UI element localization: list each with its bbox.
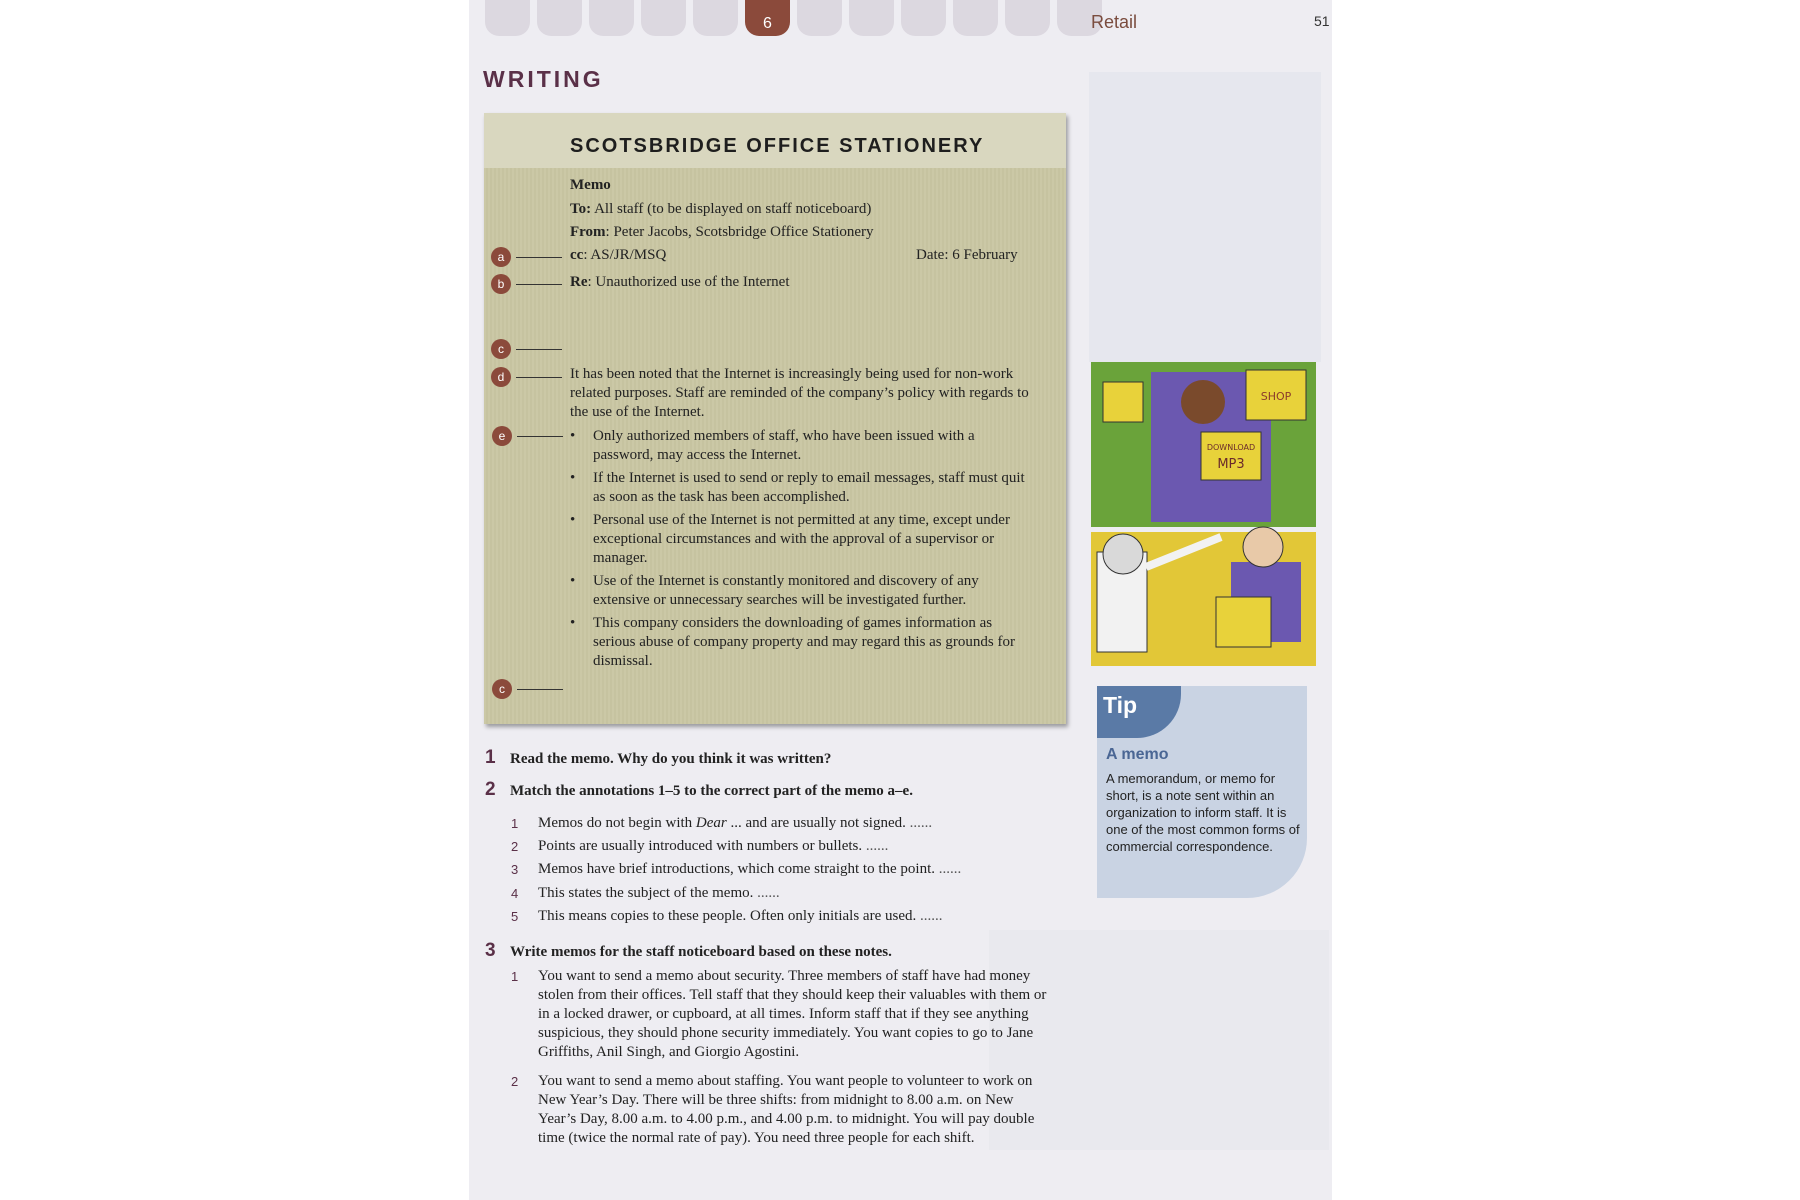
memo-cc-label: cc — [570, 247, 584, 263]
item-number: 4 — [511, 886, 519, 901]
section-title: WRITING — [483, 66, 604, 92]
q2-item — [511, 884, 1049, 903]
memo-re-value: : Unauthorized use of the Internet — [587, 274, 790, 290]
answer-blank: ...... — [920, 908, 943, 924]
item-number: 2 — [511, 839, 519, 854]
annotation-line — [516, 377, 562, 378]
chapter-tab — [485, 0, 530, 36]
item-text-emphasis: Dear — [695, 815, 727, 831]
annotation-marker — [491, 274, 562, 294]
internet-misuse-illustration — [1091, 362, 1316, 666]
memo-type — [570, 177, 611, 194]
chapter-tab — [589, 0, 634, 36]
q3-item — [511, 967, 1049, 1062]
answer-blank: ...... — [757, 885, 780, 901]
memo-to-label: To: — [570, 201, 592, 217]
item-number: 2 — [511, 1074, 519, 1089]
item-number: 3 — [511, 862, 519, 877]
illustration-game-screen — [1216, 597, 1271, 647]
q2-item — [511, 814, 1049, 833]
memo-bullet: • Use of the Internet is constantly monitored and discovery of any extensive or unnecessary searches will be investigated further. — [570, 572, 1030, 610]
item-text: This means copies to these people. Often only initials are used. — [538, 908, 917, 924]
memo-cc-value: : AS/JR/MSQ — [583, 247, 667, 263]
answer-blank: ...... — [909, 815, 933, 831]
q2-item — [511, 837, 1049, 856]
answer-blank: ...... — [865, 838, 889, 854]
question-text: Read the memo. Why do you think it was written? — [510, 751, 832, 767]
q3-item — [511, 1072, 1049, 1148]
tip-body: A memorandum, or memo for short, is a note sent within an organization to inform staff. It is one of the most common forms of commercial correspondence. — [1106, 771, 1300, 854]
annotation-line — [516, 349, 562, 350]
question-3 — [485, 940, 892, 962]
chapter-tab — [901, 0, 946, 36]
chapter-tabs — [485, 0, 1102, 36]
illustration-shop-text: SHOP — [1260, 390, 1292, 403]
item-text: You want to send a memo about staffing. You want people to volunteer to work on New Year’s Day. There will be three shifts: from midnight to 8.00 a.m. on New Year’s Day, 8.00 a.m. to 4.00 p.m., and 4.00 p.m. to midnight. You will pay double time (twice the normal rate of pay). You need three people for each shift. — [538, 1073, 1035, 1146]
question-1 — [485, 747, 831, 769]
chapter-tab — [797, 0, 842, 36]
item-number: 1 — [511, 816, 519, 831]
question-2 — [485, 779, 913, 801]
chapter-tab — [1005, 0, 1050, 36]
q2-item — [511, 860, 1049, 879]
question-number: 3 — [485, 940, 496, 961]
illustration-worker-head — [1181, 380, 1225, 424]
tip-heading: A memo — [1106, 746, 1169, 763]
memo-type-label: Memo — [570, 177, 611, 193]
memo-from-value: : Peter Jacobs, Scotsbridge Office Stationery — [605, 224, 874, 240]
illustration-download-sign — [1201, 432, 1261, 480]
item-text: Memos do not begin with — [538, 815, 696, 831]
annotation-line — [516, 284, 562, 285]
item-number: 1 — [511, 969, 519, 984]
memo-from-label: From — [570, 224, 606, 240]
item-text: Memos have brief introductions, which come straight to the point. — [538, 861, 936, 877]
question-text: Write memos for the staff noticeboard based on these notes. — [510, 944, 892, 960]
memo-company-title: SCOTSBRIDGE OFFICE STATIONERY — [570, 135, 985, 157]
memo-to-line — [570, 201, 871, 218]
annotation-marker — [491, 367, 562, 387]
q2-item — [511, 907, 1049, 926]
illustration-boss-head — [1103, 534, 1143, 574]
item-text: You want to send a memo about security. Three members of staff have had money stolen from their offices. Tell staff that they should keep their valuables with them or in a locked drawer, or cupboard, at all times. Inform staff that if they see anything suspicious, they should phone security immediately. You want copies to go to Jane Griffiths, Anil Singh, and Giorgio Agostini. — [538, 968, 1047, 1060]
textbook-page — [469, 0, 1332, 1200]
annotation-label: c — [491, 339, 511, 359]
annotation-marker — [492, 679, 563, 699]
illustration-mp3-text: MP3 — [1217, 457, 1245, 472]
question-number: 1 — [485, 747, 496, 768]
annotation-label: d — [491, 367, 511, 387]
answer-blank: ...... — [938, 861, 962, 877]
memo-card — [484, 113, 1066, 724]
memo-bullet: • If the Internet is used to send or reply to email messages, staff must quit as soon as the task has been accomplished. — [570, 469, 1030, 507]
memo-re-label: Re — [570, 274, 588, 290]
item-text: ... and are usually not signed. — [726, 815, 906, 831]
memo-bullet: • This company considers the downloading of games information as serious abuse of company property and may regard this as grounds for dismissal. — [570, 614, 1030, 671]
chapter-tab — [693, 0, 738, 36]
illustration-screen-sign — [1103, 382, 1143, 422]
item-text: This states the subject of the memo. — [538, 885, 754, 901]
memo-from-line — [570, 224, 874, 241]
memo-bullet: • Personal use of the Internet is not permitted at any time, except under exceptional circumstances and with the approval of a supervisor or manager. — [570, 511, 1030, 568]
memo-bullet-list — [570, 427, 1030, 675]
illustration-employee-head — [1243, 527, 1283, 567]
annotation-label: c — [492, 679, 512, 699]
faded-background-photo — [1089, 72, 1321, 362]
chapter-tab — [953, 0, 998, 36]
illustration-download-text: DOWNLOAD — [1206, 443, 1256, 452]
annotation-marker — [491, 339, 562, 359]
memo-bullet: • Only authorized members of staff, who have been issued with a password, may access the Internet. — [570, 427, 1030, 465]
memo-to-value: All staff (to be displayed on staff noticeboard) — [594, 201, 872, 217]
page-number: 51 — [1314, 13, 1330, 29]
question-number: 2 — [485, 779, 496, 800]
chapter-tab-active: 6 — [745, 0, 790, 36]
annotation-line — [517, 689, 563, 690]
question-text: Match the annotations 1–5 to the correct part of the memo a–e. — [510, 783, 913, 799]
annotation-label: b — [491, 274, 511, 294]
chapter-title: Retail — [1091, 12, 1138, 32]
annotation-label: a — [491, 247, 511, 267]
item-number: 5 — [511, 909, 519, 924]
chapter-tab — [849, 0, 894, 36]
memo-re-line — [570, 274, 790, 291]
chapter-tab — [537, 0, 582, 36]
chapter-tab — [641, 0, 686, 36]
tip-label: Tip — [1097, 686, 1181, 738]
annotation-line — [516, 257, 562, 258]
annotation-marker — [492, 426, 563, 446]
memo-intro: It has been noted that the Internet is increasingly being used for non-work related purposes. Staff are reminded of the company’s policy with regards to the use of the Internet. — [570, 366, 1029, 420]
memo-date: Date: 6 February — [916, 247, 1018, 263]
item-text: Points are usually introduced with numbers or bullets. — [538, 838, 863, 854]
memo-cc-line — [570, 247, 666, 264]
annotation-marker — [491, 247, 562, 267]
annotation-label: e — [492, 426, 512, 446]
tip-box — [1097, 686, 1307, 898]
annotation-line — [517, 436, 563, 437]
